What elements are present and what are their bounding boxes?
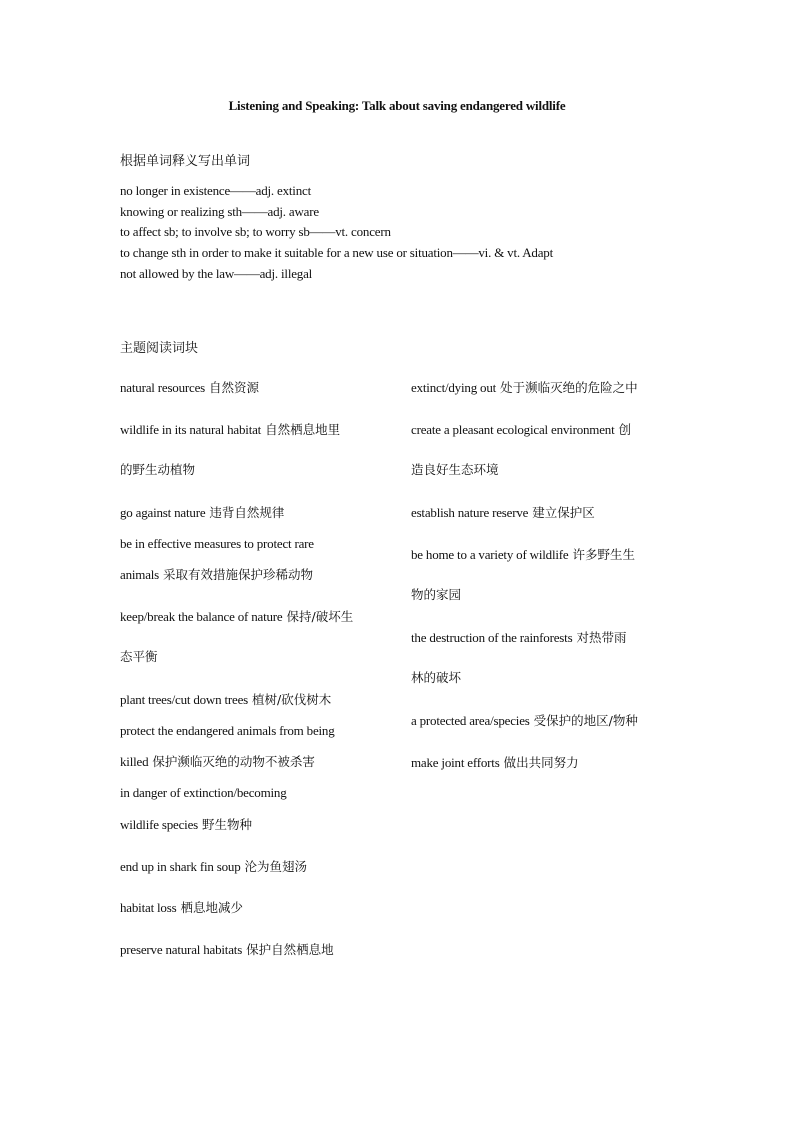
phrase-chinese: 自然栖息地里 [265,422,341,437]
phrase-chinese: 许多野生生 [572,547,636,562]
phrase-english: a protected area/species [411,713,530,728]
phrase-chinese: 保护濒临灭绝的动物不被杀害 [152,754,315,769]
phrase-english: go against nature [120,505,206,520]
phrase-line [120,503,284,523]
phrase-english: habitat loss [120,900,177,915]
section-heading-definitions: 根据单词释义写出单词 [120,154,251,169]
phrase-line [120,940,334,960]
phrase-line [411,503,595,523]
definition-line: to change sth in order to make it suitable for a new use or situation——vi. & vt. Adapt [120,245,554,261]
phrase-line [120,420,340,440]
phrase-english: protect the endangered animals from being [120,723,335,738]
definition-line: to affect sb; to involve sb; to worry sb——vt. concern [120,224,391,240]
definition-line: knowing or realizing sth——adj. aware [120,203,319,219]
phrase-chinese: 受保护的地区/物种 [533,713,638,728]
definition-line: no longer in existence——adj. extinct [120,183,311,198]
phrase-chinese: 沦为鱼翅汤 [244,859,308,874]
phrase-english: end up in shark fin soup [120,859,241,874]
page-title: Listening and Speaking: Talk about saving endangered wildlife [228,98,566,113]
phrase-chinese: 建立保护区 [532,505,595,520]
phrase-english: preserve natural habitats [120,942,243,957]
phrase-english: make joint efforts [411,755,500,770]
phrase-chinese: 处于濒临灭绝的危险之中 [500,380,638,395]
phrase-chinese: 采取有效措施保护珍稀动物 [163,567,314,582]
phrase-line [411,753,579,773]
phrase-chinese: 自然资源 [209,380,260,395]
phrase-line [411,420,631,440]
phrase-chinese: 物的家园 [411,587,462,602]
phrase-chinese: 的野生动植物 [120,462,196,477]
phrase-line [120,534,314,554]
phrase-line [411,668,461,688]
phrase-english: animals [120,567,160,582]
phrase-english: plant trees/cut down trees [120,692,249,707]
definition-list [120,181,720,285]
phrase-line [411,460,499,480]
phrase-chinese: 创 [618,422,632,437]
phrase-english: create a pleasant ecological environment [411,422,615,437]
phrase-line [411,378,638,398]
phrase-line [120,857,307,877]
phrase-chinese: 野生物种 [202,817,253,832]
definition-line: not allowed by the law——adj. illegal [120,265,313,281]
phrase-english: establish nature reserve [411,505,529,520]
phrase-english: be in effective measures to protect rare [120,536,314,551]
phrase-chinese: 植树/砍伐树木 [252,692,332,707]
phrase-line [120,783,287,803]
phrase-english: wildlife in its natural habitat [120,422,262,437]
phrase-chinese: 栖息地减少 [180,900,243,915]
section-heading-phrases: 主题阅读词块 [120,341,199,356]
phrase-english: killed [120,754,149,769]
phrase-line [120,690,331,710]
phrase-line [120,898,243,918]
phrase-english: extinct/dying out [411,380,497,395]
phrase-english: natural resources [120,380,206,395]
phrase-line [120,647,158,667]
phrase-chinese: 对热带雨 [576,630,627,645]
phrase-english: wildlife species [120,817,199,832]
phrase-chinese: 保持/破坏生 [286,609,354,624]
phrase-english: be home to a variety of wildlife [411,547,569,562]
phrase-line [411,545,635,565]
phrase-line [120,565,313,585]
phrase-chinese: 违背自然规律 [209,505,285,520]
phrase-line [120,752,315,772]
phrase-line [411,585,461,605]
phrase-line [120,378,259,398]
phrase-english: keep/break the balance of nature [120,609,283,624]
phrase-line [120,815,252,835]
phrase-line [120,460,195,480]
phrase-line [120,721,335,741]
phrase-chinese: 林的破坏 [411,670,462,685]
phrase-line [411,628,626,648]
phrase-chinese: 造良好生态环境 [411,462,499,477]
phrase-chinese: 态平衡 [120,649,158,664]
phrase-english: the destruction of the rainforests [411,630,573,645]
phrase-english: in danger of extinction/becoming [120,785,287,800]
phrase-line [411,711,638,731]
phrase-chinese: 做出共同努力 [503,755,579,770]
phrase-chinese: 保护自然栖息地 [246,942,334,957]
phrase-line [120,607,353,627]
